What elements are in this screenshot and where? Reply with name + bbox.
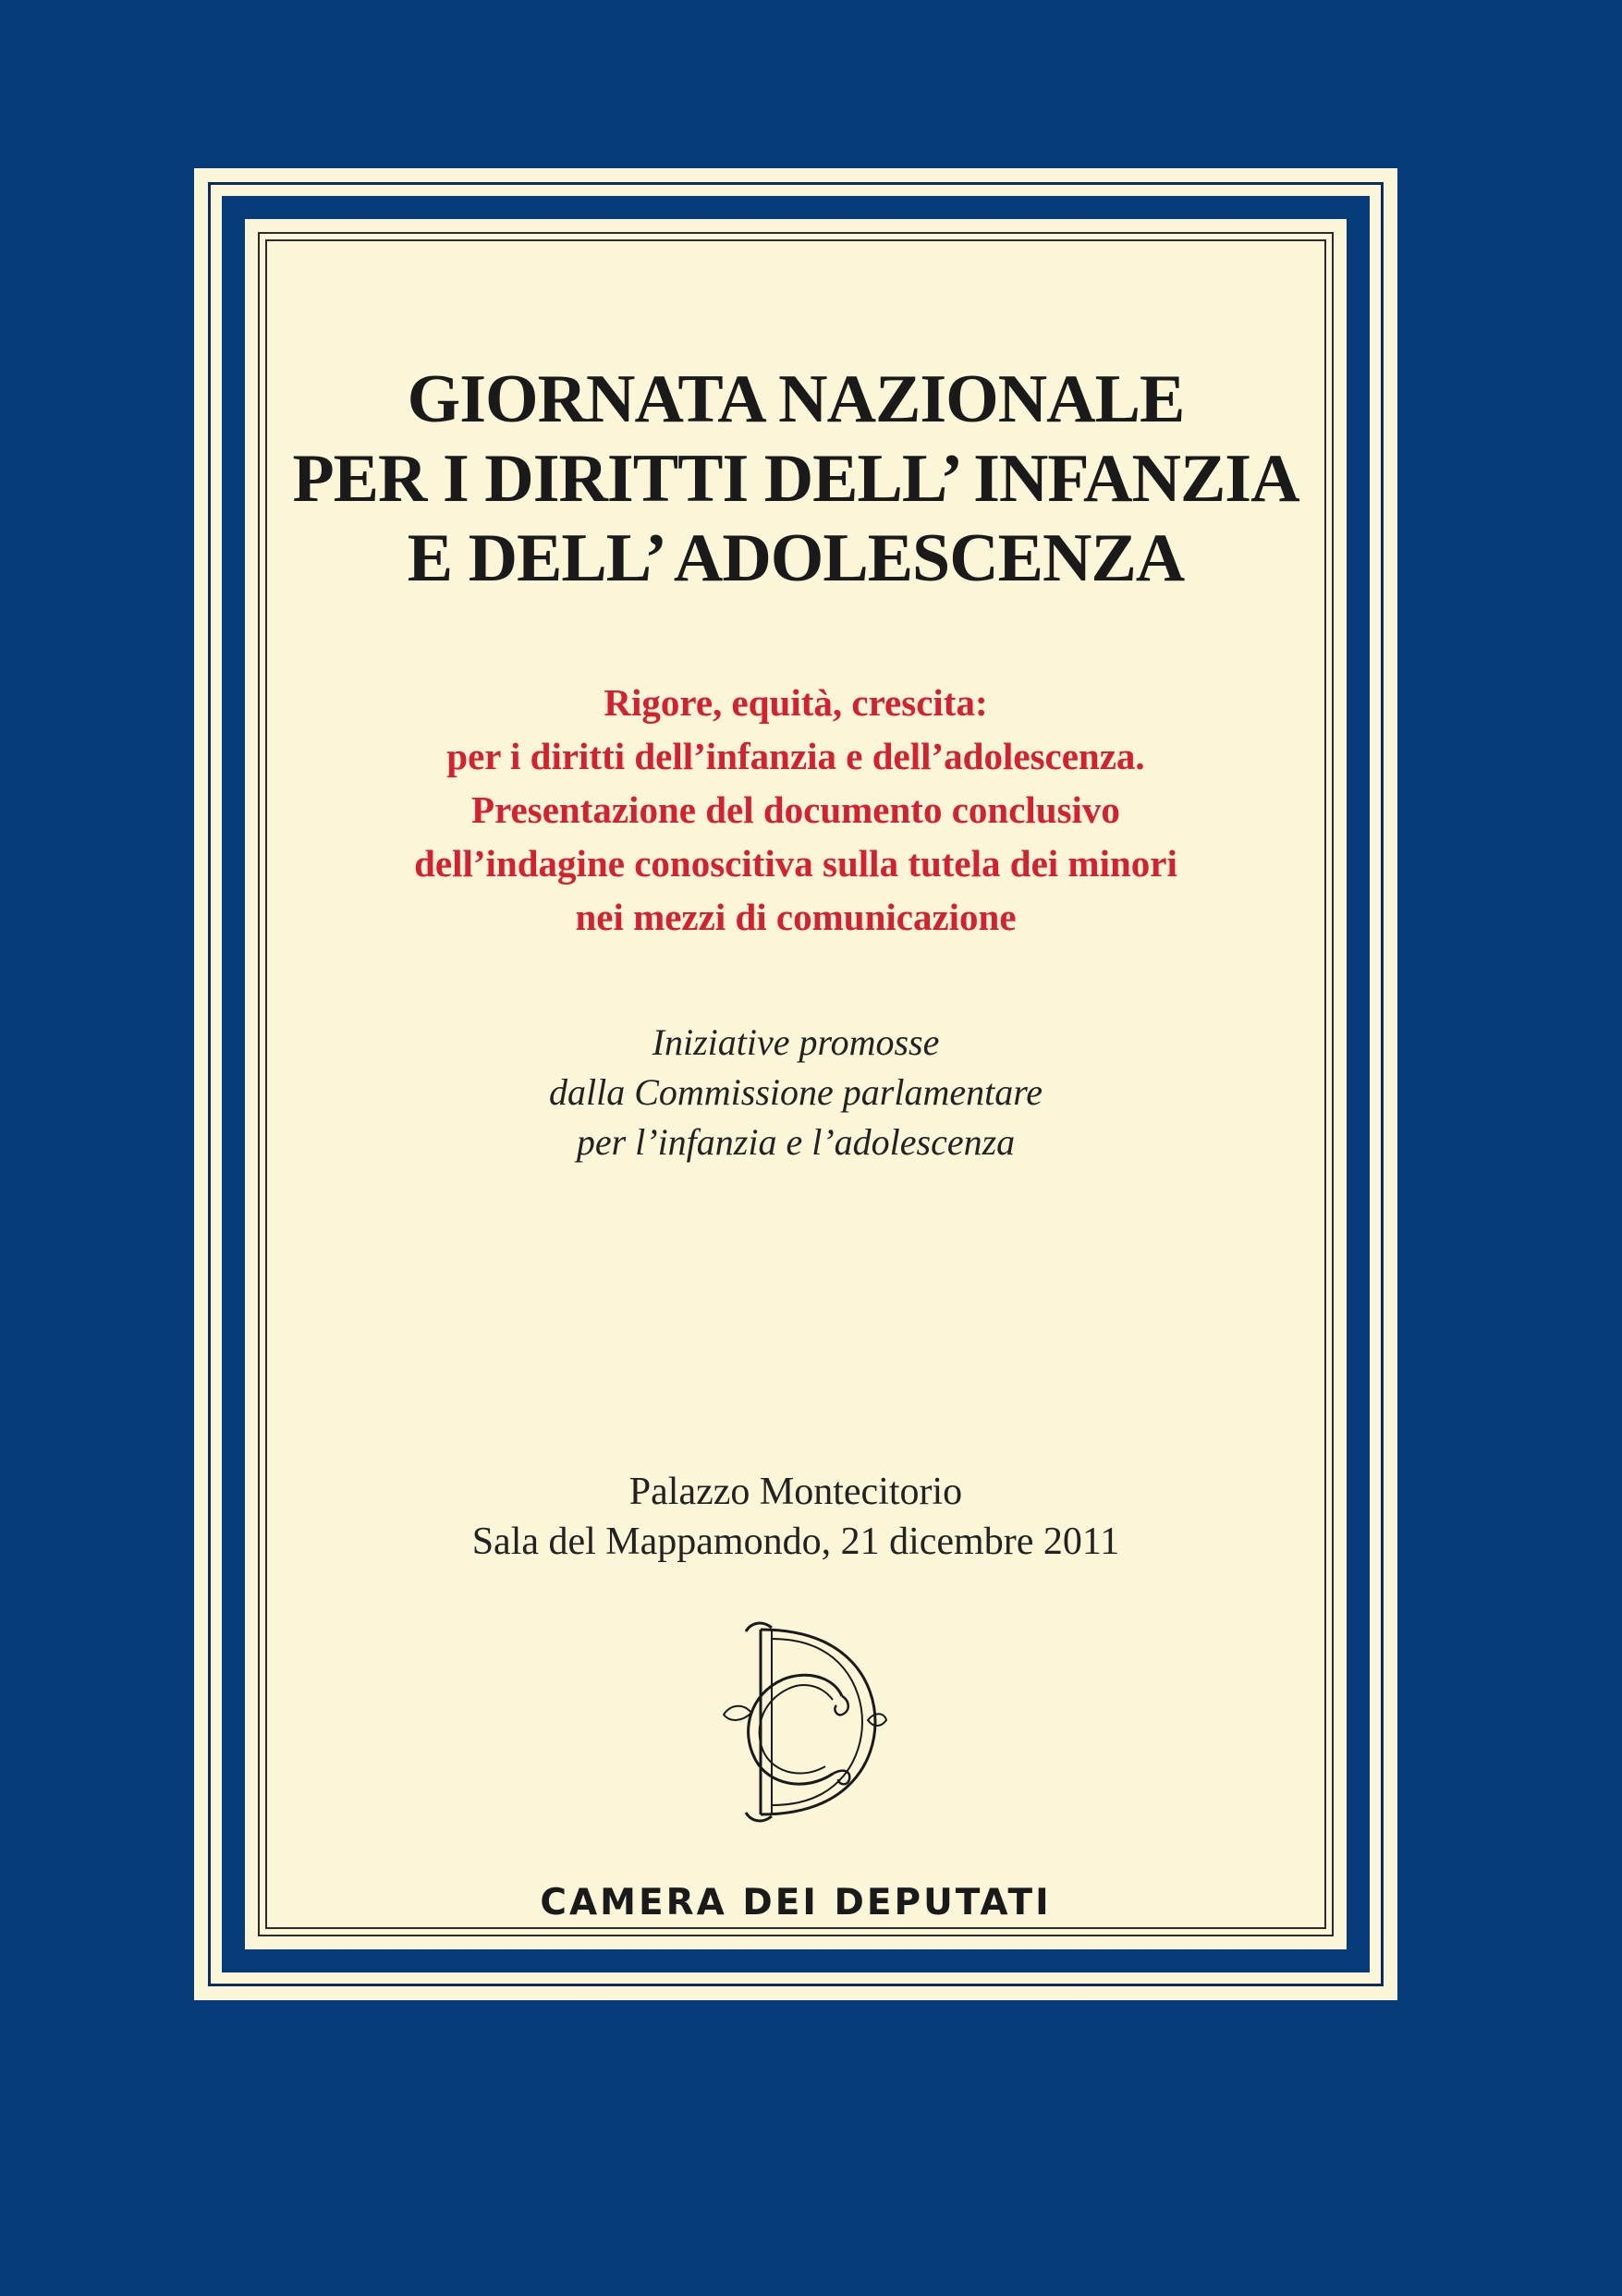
venue-line: Palazzo Montecitorio: [628, 1471, 963, 1513]
subtitle-line-1: Rigore, equità, crescita:: [604, 681, 988, 724]
promoter-note: [245, 1018, 1347, 1167]
institution-name: CAMERA DEI DEPUTATI: [540, 1882, 1052, 1924]
subtitle-line-4: dell’indagine conoscitiva sulla tutela dei minori: [414, 842, 1177, 885]
cover-panel: [245, 219, 1347, 1949]
venue-and-date: [245, 1467, 1347, 1567]
camera-monogram-icon: [703, 1611, 888, 1833]
promoter-line-2: dalla Commissione parlamentare: [548, 1071, 1043, 1113]
subtitle-line-3: Presentazione del documento conclusivo: [471, 788, 1120, 831]
room-date-line: Sala del Mappamondo, 21 dicembre 2011: [471, 1520, 1120, 1563]
main-title: [245, 360, 1347, 598]
cover-frame: [194, 168, 1397, 2000]
event-subtitle: [245, 676, 1347, 944]
main-title-line-3: E DELL’ ADOLESCENZA: [407, 520, 1185, 596]
main-title-line-2: PER I DIRITTI DELL’ INFANZIA: [292, 441, 1299, 517]
main-title-line-1: GIORNATA NAZIONALE: [407, 361, 1185, 437]
cover-content: [245, 219, 1347, 1949]
promoter-line-1: Iniziative promosse: [652, 1021, 940, 1063]
promoter-line-3: per l’infanzia e l’adolescenza: [576, 1121, 1016, 1163]
subtitle-line-5: nei mezzi di comunicazione: [575, 896, 1017, 938]
subtitle-line-2: per i diritti dell’infanzia e dell’adolescenza.: [446, 735, 1145, 777]
